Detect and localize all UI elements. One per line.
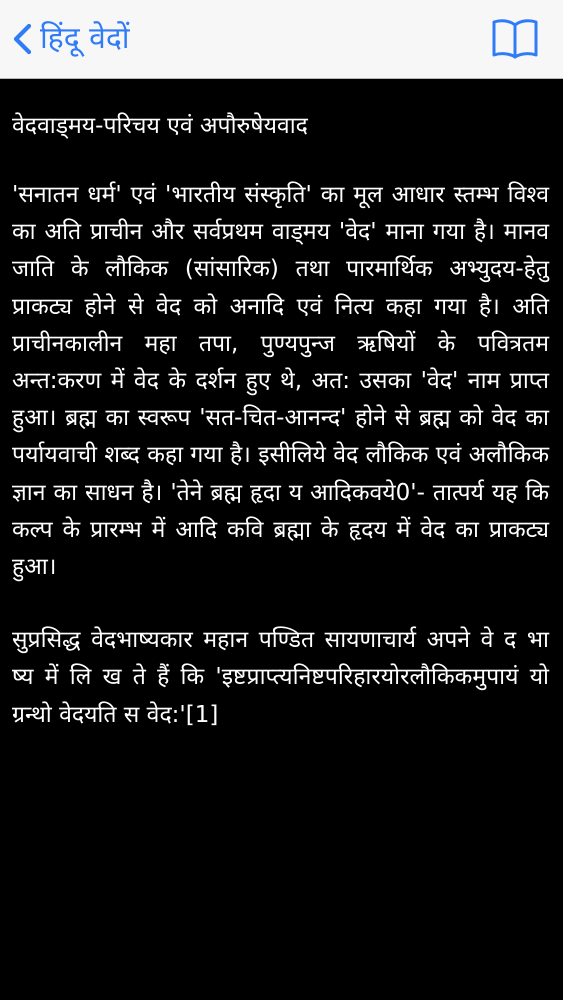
article-content[interactable] [0, 79, 563, 1000]
back-button-label: हिंदू वेदों [40, 21, 130, 56]
article-heading: वेदवाड्मय-परिचय एवं अपौरुषेयवाद [12, 113, 308, 139]
book-icon [491, 16, 539, 60]
back-button[interactable] [10, 14, 130, 64]
article-paragraph: 'सनातन धर्म' एवं 'भारतीय संस्कृति' का मूल आधार स्तम्भ विश्व का अति प्राचीन और सर्वप्रथम वाड्मय 'वेद' माना गया है। मानव जाति के लौकिक (सांसारिक) तथा पारमार्थिक अभ्युदय-हेतु प्राकट्य होने से वेद को अनादि एवं नित्य कहा गया है। अति प्राचीनकालीन महा तपा, पुण्यपुन्ज ऋषियों के पवित्रतम अन्त:करण में वेद के दर्शन हुए थे, अत: उसका 'वेद' नाम प्राप्त हुआ। ब्रह्म का स्वरूप 'सत-चित-आनन्द' होने से ब्रह्म को वेद का पर्यायवाची शब्द कहा गया है। इसीलिये वेद लौकिक एवं अलौकिक ज्ञान का साधन है। 'तेने ब्रह्म हृदा य आदिकवये0'- तात्पर्य यह कि कल्प के प्रारम्भ में आदि कवि ब्रह्मा के हृदय में वेद का प्राकट्य हुआ। [12, 182, 549, 581]
navigation-bar [0, 0, 563, 79]
chevron-left-icon [10, 22, 36, 56]
article-paragraph: सुप्रसिद्ध वेदभाष्यकार महान पण्डित सायणाचार्य अपने वे द भा ष्य में लि ख ते हैं कि 'इष्टप्राप्त्यनिष्टपरिहारयोरलौकिकमुपायं यो ग्रन्थो वेदयति स वेद:'[1] [12, 627, 549, 728]
book-button[interactable] [491, 16, 539, 60]
